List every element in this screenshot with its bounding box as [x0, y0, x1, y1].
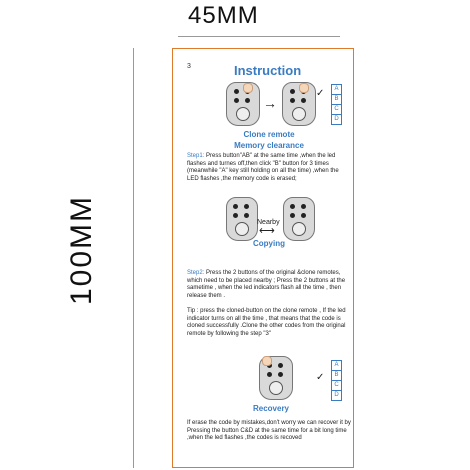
- instruction-title: Instruction: [234, 63, 302, 78]
- step1-body: Press button"AB" at the same time ,when the led flashes and turnes off,then click "B" button for 3 times (meanwhile "A" key still holding on all the time) ,when the LED flashes ,the memory code is erased;: [187, 153, 339, 182]
- clone-remote-caption: Clone remote: [243, 130, 295, 139]
- width-dimension-line: [178, 36, 340, 37]
- step1-lead: Step1:: [187, 153, 205, 159]
- step2-body: Press the 2 buttons of the original &clone remotes, which need to be placed nearby ; Press the 2 buttons at the sametime , when the led indicators flash all the time , then release them .: [187, 270, 346, 299]
- step2-lead: Step2:: [187, 270, 205, 276]
- nearby-label: Nearby: [257, 219, 280, 226]
- recovery-text: If erase the code by mistakes,don't worry we can recover it by Pressing the button C&D at the same time for a bit long time ,when the led flashes ,the codes is recoved: [187, 420, 351, 442]
- height-dimension-label: 100MM: [65, 194, 98, 306]
- step2-text: [187, 270, 351, 300]
- copying-caption: Copying: [253, 239, 285, 248]
- original-remote-illustration: [226, 197, 258, 241]
- memory-clearance-caption: Memory clearance: [234, 141, 304, 150]
- pointer-icon: ✓: [316, 88, 325, 99]
- step1-text: [187, 153, 351, 183]
- finger-icon: [262, 356, 272, 366]
- page-number: 3: [187, 63, 191, 70]
- clone-remote-illustration: [283, 197, 315, 241]
- arrow-right-icon: →: [263, 95, 277, 111]
- finger-icon: [299, 83, 309, 93]
- double-arrow-icon: ⟷: [259, 225, 275, 237]
- tip-text: Tip : press the cloned-button on the clone remote , If the led indicator turns on all the time , that means that the code is cloned successfully .Clone the other codes from the original remote by following the step "3": [187, 308, 346, 337]
- pointer-icon: ✓: [316, 372, 325, 383]
- width-dimension-label: 45MM: [188, 2, 259, 29]
- recovery-caption: Recovery: [252, 404, 290, 413]
- finger-icon: [243, 83, 253, 93]
- height-dimension-line: [133, 48, 134, 468]
